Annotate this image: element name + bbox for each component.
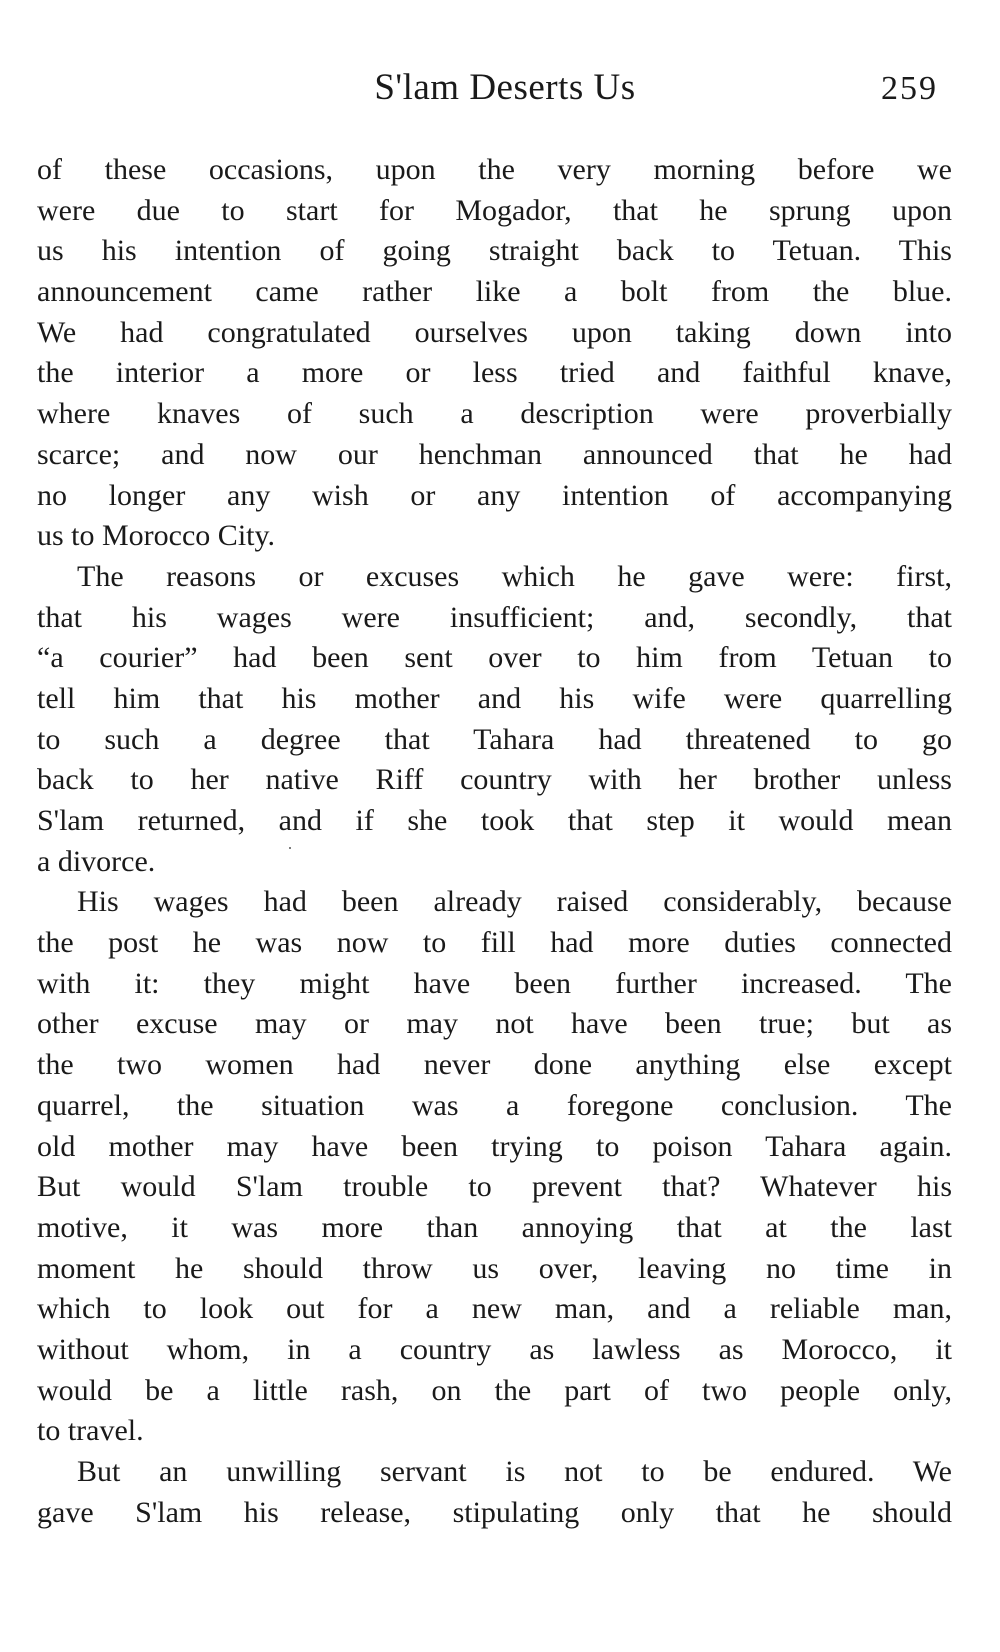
text-line: no longer any wish or any intention of accompanying xyxy=(37,478,952,512)
text-line: But would S'lam trouble to prevent that? Whatever his xyxy=(37,1170,952,1204)
text-line: moment he should throw us over, leaving no time in xyxy=(37,1251,952,1285)
text-line: were due to start for Mogador, that he sprung upon xyxy=(37,193,952,227)
text-line: “a courier” had been sent over to him from Tetuan to xyxy=(37,641,952,675)
text-line: would be a little rash, on the part of two people only, xyxy=(37,1373,952,1407)
text-line: back to her native Riff country with her brother unless xyxy=(37,763,952,797)
text-line: where knaves of such a description were proverbially xyxy=(37,397,952,431)
text-line: us to Morocco City. xyxy=(37,519,276,553)
text-line: But an unwilling servant is not to be endured. We xyxy=(77,1455,952,1488)
text-line: without whom, in a country as lawless as Morocco, it xyxy=(37,1332,952,1366)
text-line: the interior a more or less tried and faithful knave, xyxy=(37,356,952,390)
running-head xyxy=(0,66,1000,116)
chapter-running-title xyxy=(0,66,1000,109)
text-line: The reasons or excuses which he gave were: first, xyxy=(77,559,952,593)
text-line: We had congratulated ourselves upon taking down into xyxy=(37,315,952,349)
text-line: of these occasions, upon the very morning before we xyxy=(37,153,952,186)
running-title-text: S'lam Deserts Us xyxy=(374,67,636,108)
text-line: motive, it was more than annoying that at the last xyxy=(37,1210,952,1244)
body-text xyxy=(37,150,952,1533)
text-line: the two women had never done anything else except xyxy=(37,1048,952,1082)
text-line: other excuse may or may not have been true; but as xyxy=(37,1007,952,1041)
text-line: with it: they might have been further increased. The xyxy=(37,966,952,1000)
text-line: quarrel, the situation was a foregone conclusion. The xyxy=(37,1088,952,1122)
text-line: to such a degree that Tahara had threatened to go xyxy=(37,722,952,756)
text-line: scarce; and now our henchman announced that he had xyxy=(37,437,952,471)
text-line: tell him that his mother and his wife were quarrelling xyxy=(37,681,952,715)
print-speck xyxy=(289,847,291,849)
text-line: which to look out for a new man, and a reliable man, xyxy=(37,1292,952,1326)
text-line: a divorce. xyxy=(37,844,156,878)
text-line: announcement came rather like a bolt from the blue. xyxy=(37,275,952,309)
text-line: gave S'lam his release, stipulating only that he should xyxy=(37,1495,952,1529)
text-line: the post he was now to fill had more duties connected xyxy=(37,926,952,960)
text-line: His wages had been already raised considerably, because xyxy=(77,885,952,919)
text-line: S'lam returned, and if she took that step it would mean xyxy=(37,804,952,837)
text-line: old mother may have been trying to poison Tahara again. xyxy=(37,1129,952,1163)
text-line: us his intention of going straight back to Tetuan. This xyxy=(37,234,952,268)
text-line: that his wages were insufficient; and, secondly, that xyxy=(37,600,952,634)
text-line: to travel. xyxy=(37,1414,144,1448)
page-number: 259 xyxy=(881,70,938,107)
